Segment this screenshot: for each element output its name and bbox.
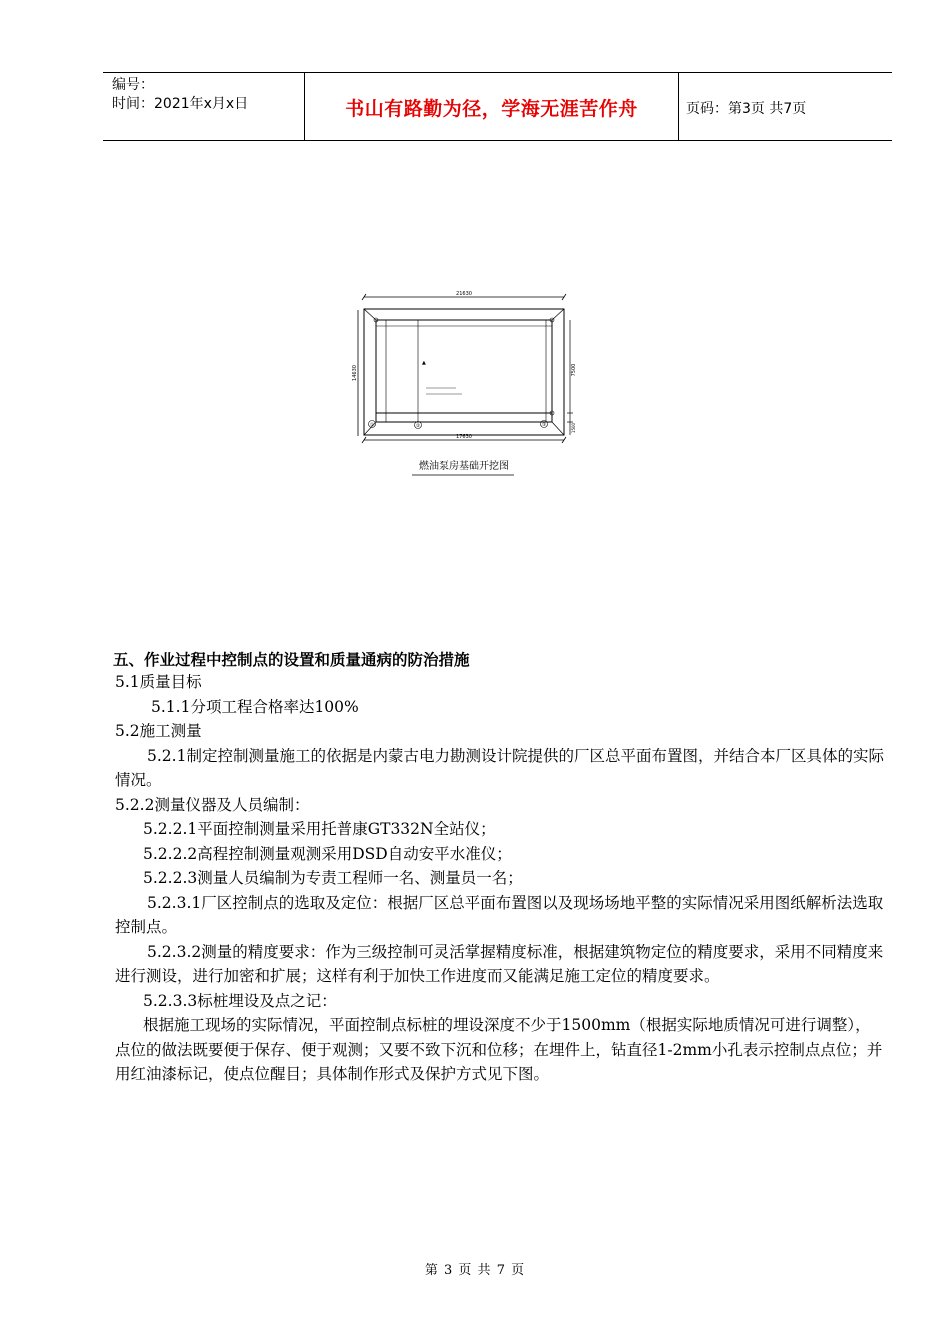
- paragraph-marker-burial: 根据施工现场的实际情况，平面控制点标桩的埋设深度不少于1500mm（根据实际地质情况可进行调整），点位的做法既要便于保存、便于观测；又要不致下沉和位移；在埋件上，钻直径1-2mm小孔表示控制点点位；并用红油漆标记，使点位醒目；具体制作形式及保护方式见下图。: [115, 1016, 883, 1083]
- page-footer: 第 3 页 共 7 页: [424, 1263, 526, 1278]
- dim-right-top-label: 7500: [571, 363, 577, 377]
- dim-right-bottom-label: 1500: [571, 422, 576, 434]
- paragraph-5-2-3-1: 5.2.3.1厂区控制点的选取及定位：根据厂区总平面布置图以及现场场地平整的实际情况采用图纸解析法选取控制点。: [115, 893, 884, 936]
- drawing-caption: 燃油泵房基础开挖图: [419, 461, 509, 472]
- axis-marker-c: ③: [541, 423, 547, 428]
- section-heading: 五、作业过程中控制点的设置和质量通病的防治措施: [113, 651, 470, 669]
- note-mark: ▲: [422, 360, 426, 366]
- header-divider-right: [678, 72, 679, 140]
- paragraph-5-2-2-2: 5.2.2.2高程控制测量观测采用DSD自动安平水准仪；: [143, 844, 512, 863]
- header-top-rule: [103, 72, 892, 73]
- header-time-label: 时间：2021年x月x日: [112, 96, 249, 112]
- header-meta: [112, 76, 248, 114]
- paragraph-5-1-1: 5.1.1分项工程合格率达100%: [151, 697, 359, 716]
- header-bottom-rule: [103, 140, 892, 141]
- dim-top-label: 21630: [456, 291, 472, 297]
- outer-boundary: [364, 309, 564, 435]
- header-page-code: 页码：第3页 共7页: [686, 101, 807, 117]
- paragraph-5-2-2-3: 5.2.2.3测量人员编制为专责工程师一名、测量员一名；: [143, 869, 523, 887]
- header-number-label: 编号：: [112, 77, 154, 93]
- dim-left-label: 14630: [352, 365, 358, 381]
- foundation-excavation-drawing: [352, 288, 582, 483]
- paragraph-5-2-2: 5.2.2测量仪器及人员编制：: [115, 795, 310, 814]
- paragraph-5-1: 5.1质量目标: [115, 673, 202, 691]
- paragraph-5-2-3-2: 5.2.3.2测量的精度要求：作为三级控制可灵活掌握精度标准，根据建筑物定位的精度要求，采用不同精度来进行测设，进行加密和扩展；这样有利于加快工作进度而又能满足施工定位的精度要求。: [115, 942, 884, 985]
- dim-bottom-label: 17630: [456, 434, 472, 440]
- paragraph-5-2: 5.2施工测量: [115, 722, 202, 740]
- drawing-svg: [352, 288, 582, 483]
- axis-marker-b: ②: [415, 424, 421, 429]
- paragraph-5-2-1: 5.2.1制定控制测量施工的依据是内蒙古电力勘测设计院提供的厂区总平面布置图，并结合本厂区具体的实际情况。: [115, 746, 884, 789]
- axis-marker-a: ①: [369, 423, 375, 428]
- inner-boundary: [376, 320, 552, 422]
- header-motto: 书山有路勤为径，学海无涯苦作舟: [345, 98, 638, 120]
- section-content: [115, 670, 885, 1087]
- paragraph-5-2-2-1: 5.2.2.1平面控制测量采用托普康GT332N全站仪；: [143, 820, 496, 838]
- paragraph-5-2-3-3: 5.2.3.3标桩埋设及点之记：: [143, 991, 337, 1010]
